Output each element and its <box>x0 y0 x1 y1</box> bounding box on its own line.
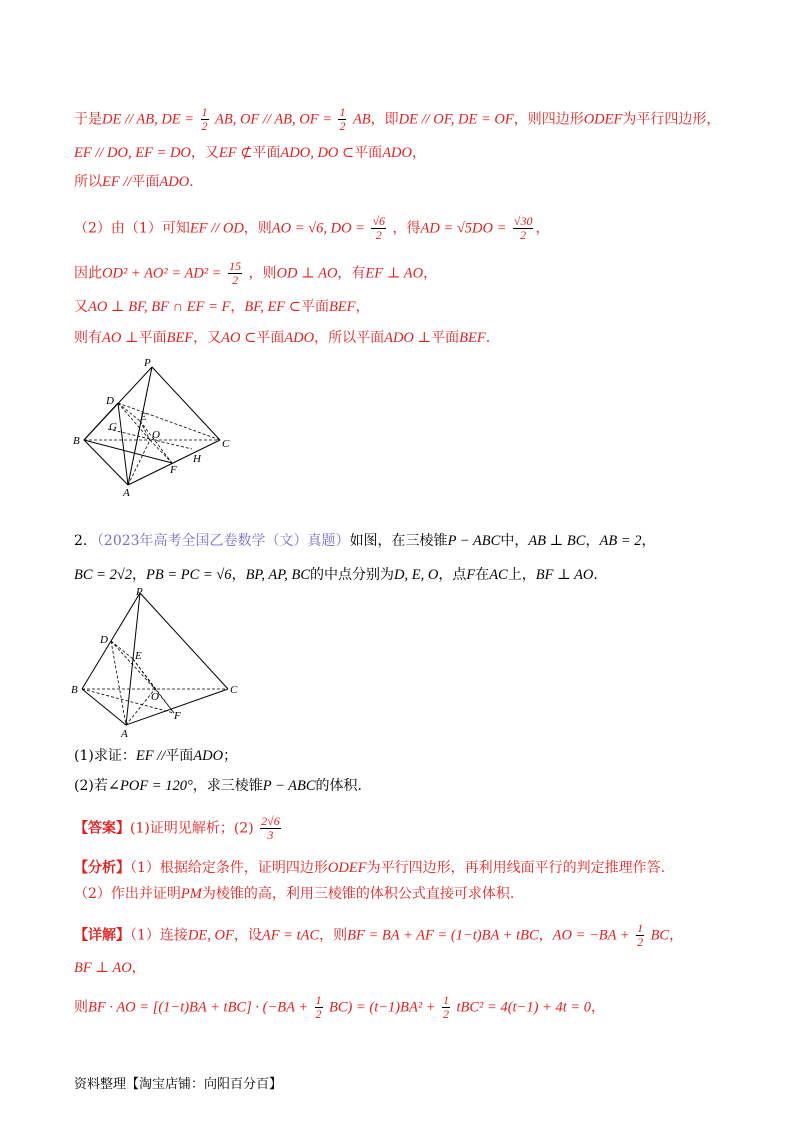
svg-text:E: E <box>135 650 142 662</box>
analysis-line1: 【分析】（1）根据给定条件，证明四边形ODEF为平行四边形，再利用线面平行的判定推理作答. <box>74 860 666 876</box>
p2-line4: 则有AO ⊥平面BEF，又AO ⊂平面ADO，所以平面ADO ⊥平面BEF. <box>74 330 491 346</box>
figure-2-pyramid <box>68 585 248 740</box>
svg-text:A: A <box>123 487 130 499</box>
q2-line2: BC = 2√2，PB = PC = √6，BP, AP, BC的中点分别为D, E, O，点F在AC上，BF ⊥ AO. <box>74 567 598 583</box>
svg-text:F: F <box>170 464 177 476</box>
figure-1-pyramid <box>70 355 240 500</box>
p1-line2: EF // DO, EF = DO，又EF ⊄平面ADO, DO ⊂平面ADO， <box>74 145 426 161</box>
svg-text:A: A <box>121 728 128 740</box>
sub-q2: (2)若∠POF = 120°，求三棱锥P − ABC的体积. <box>74 778 362 794</box>
svg-text:D: D <box>100 634 108 646</box>
p1-line1: 于是DE // AB, DE = $\frac{1}{2}$ AB, OF // AB, OF = $\frac{1}{2}$ AB，即DE // OF, DE = OF，则四边形ODEF为平行四边形， <box>74 105 721 133</box>
page-footer: 资料整理【淘宝店铺：向阳百分百】 <box>74 1077 283 1092</box>
p2-line3: 又AO ⊥ BF, BF ∩ EF = F，BF, EF ⊂平面BEF， <box>74 299 370 315</box>
detail-line3: 则BF · AO = [(1−t)BA + tBC] · (−BA + $\frac{1}{2}$ BC) = (t−1)BA² + $\frac{1}{2}$ tBC² = 4(t−1) + 4t = 0， <box>74 993 606 1021</box>
analysis-line2: （2）作出并证明PM为棱锥的高，利用三棱锥的体积公式直接可求体积. <box>74 886 515 902</box>
svg-text:P: P <box>144 357 151 369</box>
svg-text:E: E <box>140 411 147 423</box>
svg-text:B: B <box>73 435 80 447</box>
q2-line1: 2．（2023年高考全国乙卷数学（文）真题）如图，在三棱锥P − ABC中，AB ⊥ BC，AB = 2， <box>74 533 656 549</box>
svg-text:O: O <box>151 691 159 703</box>
svg-text:B: B <box>71 684 78 696</box>
p1-line3: 所以EF //平面ADO. <box>74 174 194 190</box>
svg-text:C: C <box>222 438 230 450</box>
svg-text:P: P <box>136 586 143 598</box>
p2-line1: （2）由（1）可知EF // OD，则AO = √6, DO = $\frac{√6}{2}$ ，得AD = √5DO = $\frac{√30}{2}$ ， <box>74 214 550 242</box>
svg-text:G: G <box>109 421 117 433</box>
sub-q1: (1)求证：EF //平面ADO； <box>74 748 238 764</box>
svg-text:D: D <box>106 395 114 407</box>
svg-text:F: F <box>174 710 181 722</box>
svg-text:C: C <box>230 684 238 696</box>
answer-line: 【答案】(1)证明见解析；(2) $\frac{2√6}{3}$ <box>74 814 280 842</box>
svg-text:O: O <box>152 429 160 441</box>
p2-line2: 因此OD² + AO² = AD² = $\frac{15}{2}$ ，则OD ⊥ AO，有EF ⊥ AO， <box>74 259 438 287</box>
detail-line1: 【详解】（1）连接DE, OF，设AF = tAC，则BF = BA + AF = (1−t)BA + tBC，AO = −BA + $\frac{1}{2}$ BC， <box>74 921 684 949</box>
detail-line2: BF ⊥ AO， <box>74 960 146 976</box>
svg-text:H: H <box>193 453 201 465</box>
